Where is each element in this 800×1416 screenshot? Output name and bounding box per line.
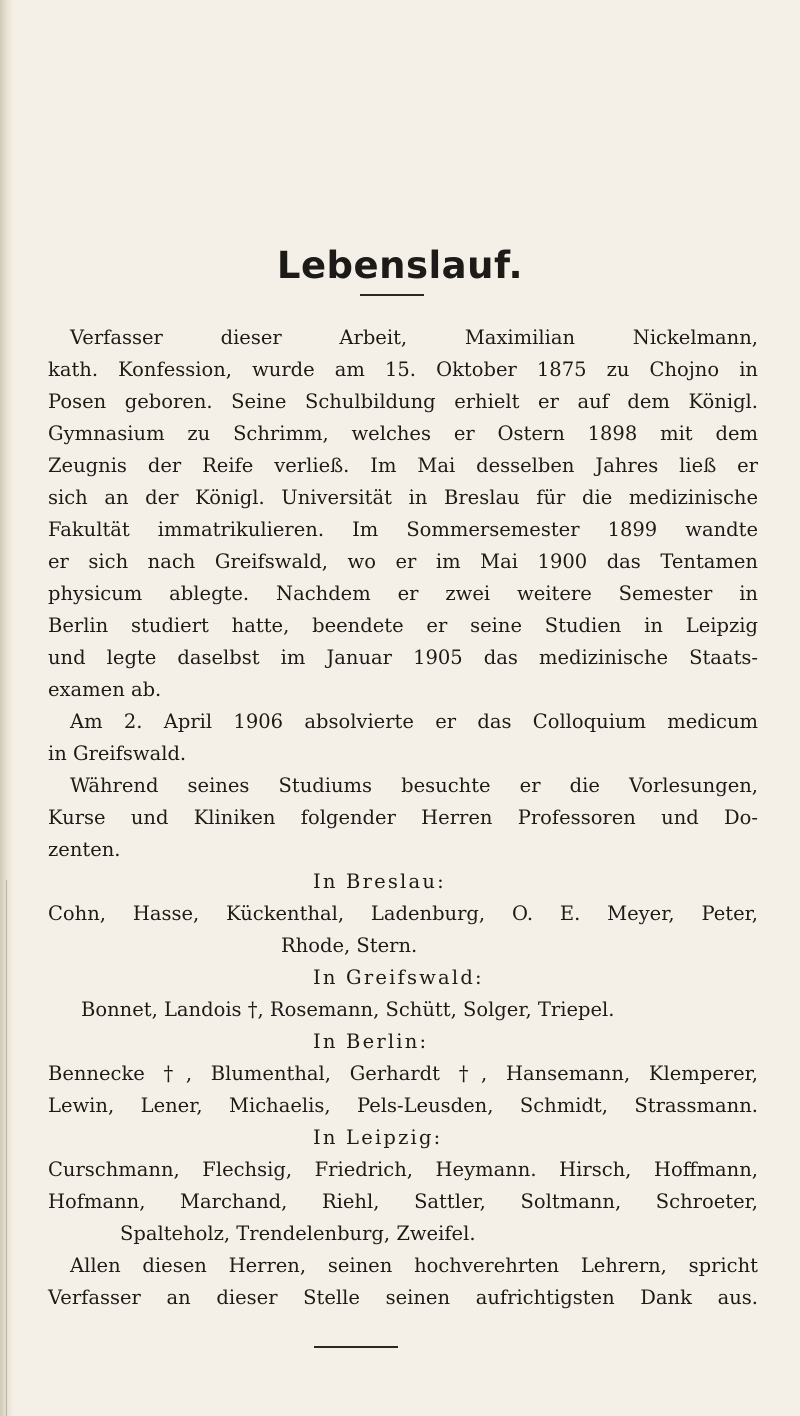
city-heading-berlin: In Berlin:	[313, 1030, 429, 1053]
page-title: Lebenslauf.	[276, 244, 524, 287]
text-line: Am 2. April 1906 absolvierte er das Colloquium medicum	[70, 710, 758, 733]
professor-list: Spalteholz, Trendelenburg, Zweifel.	[120, 1222, 476, 1245]
text-line: Fakultät immatrikulieren. Im Sommersemester 1899 wandte	[48, 518, 758, 541]
text-line: er sich nach Greifswald, wo er im Mai 1900 das Tentamen	[48, 550, 758, 573]
text-line: Gymnasium zu Schrimm, welches er Ostern 1898 mit dem	[48, 422, 758, 445]
text-line: Zeugnis der Reife verließ. Im Mai desselben Jahres ließ er	[48, 454, 758, 477]
text-line: kath. Konfession, wurde am 15. Oktober 1875 zu Chojno in	[48, 358, 758, 381]
text-line: in Greifswald.	[48, 742, 187, 765]
text-line: examen ab.	[48, 678, 162, 701]
text-line: sich an der Königl. Universität in Breslau für die medizinische	[48, 486, 758, 509]
text-line: Posen geboren. Seine Schulbildung erhielt er auf dem Königl.	[48, 390, 758, 413]
professor-list: Lewin, Lener, Michaelis, Pels-Leusden, Schmidt, Strassmann.	[48, 1094, 758, 1117]
closing-divider	[314, 1346, 398, 1348]
text-line: physicum ablegte. Nachdem er zwei weitere Semester in	[48, 582, 758, 605]
professor-list: Bennecke †, Blumenthal, Gerhardt †, Hansemann, Klemperer,	[48, 1062, 758, 1085]
text-line: Kurse und Kliniken folgender Herren Professoren und Do-	[48, 806, 758, 829]
city-heading-breslau: In Breslau:	[313, 870, 446, 893]
text-line: Berlin studiert hatte, beendete er seine Studien in Leipzig	[48, 614, 758, 637]
binding-shadow	[0, 0, 14, 1416]
text-line: Allen diesen Herren, seinen hochverehrten Lehrern, spricht	[70, 1254, 758, 1277]
professor-list: Hofmann, Marchand, Riehl, Sattler, Soltmann, Schroeter,	[48, 1190, 758, 1213]
city-heading-leipzig: In Leipzig:	[313, 1126, 443, 1149]
text-line: und legte daselbst im Januar 1905 das medizinische Staats-	[48, 646, 758, 669]
professor-list: Rhode, Stern.	[281, 934, 418, 957]
text-line: Verfasser an dieser Stelle seinen aufrichtigsten Dank aus.	[48, 1286, 758, 1309]
text-line: zenten.	[48, 838, 121, 861]
professor-list: Curschmann, Flechsig, Friedrich, Heymann. Hirsch, Hoffmann,	[48, 1158, 758, 1181]
city-heading-greifswald: In Greifswald:	[313, 966, 484, 989]
text-line: Verfasser dieser Arbeit, Maximilian Nickelmann,	[70, 326, 758, 349]
binding-edge	[6, 880, 7, 1416]
professor-list: Bonnet, Landois †, Rosemann, Schütt, Solger, Triepel.	[81, 998, 615, 1021]
text-line: Während seines Studiums besuchte er die Vorlesungen,	[70, 774, 758, 797]
professor-list: Cohn, Hasse, Kückenthal, Ladenburg, O. E. Meyer, Peter,	[48, 902, 758, 925]
title-divider	[360, 294, 424, 296]
